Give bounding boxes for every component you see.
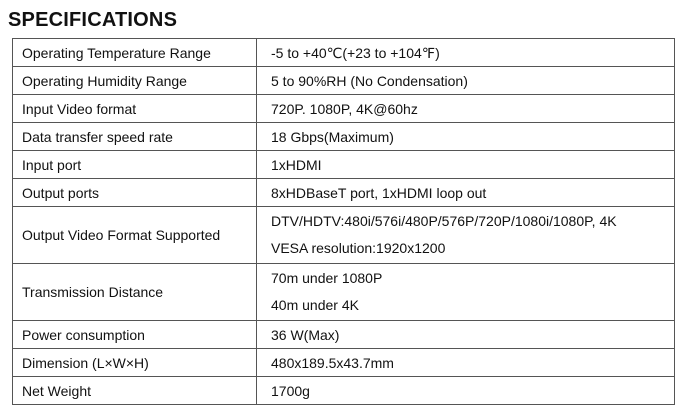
table-row	[13, 179, 675, 207]
table-row	[13, 264, 675, 321]
table-row	[13, 95, 675, 123]
spec-value: 1700g	[257, 377, 675, 405]
spec-label: Output ports	[13, 179, 257, 207]
spec-value	[257, 264, 675, 321]
spec-value: 18 Gbps(Maximum)	[257, 123, 675, 151]
spec-label: Input Video format	[13, 95, 257, 123]
table-row	[13, 349, 675, 377]
spec-value: 36 W(Max)	[257, 321, 675, 349]
table-row	[13, 207, 675, 264]
spec-value	[257, 207, 675, 264]
spec-label: Dimension (L×W×H)	[13, 349, 257, 377]
spec-value: 480x189.5x43.7mm	[257, 349, 675, 377]
spec-value-line: DTV/HDTV:480i/576i/480P/576P/720P/1080i/1080P, 4K	[271, 213, 617, 229]
table-row	[13, 123, 675, 151]
table-row	[13, 321, 675, 349]
spec-value: 8xHDBaseT port, 1xHDMI loop out	[257, 179, 675, 207]
spec-value-line: 40m under 4K	[271, 297, 359, 313]
spec-value: 720P. 1080P, 4K@60hz	[257, 95, 675, 123]
spec-label: Net Weight	[13, 377, 257, 405]
spec-label: Operating Temperature Range	[13, 39, 257, 67]
spec-label: Power consumption	[13, 321, 257, 349]
spec-value-line: VESA resolution:1920x1200	[271, 240, 446, 256]
table-row	[13, 151, 675, 179]
spec-value-line: 70m under 1080P	[271, 270, 383, 286]
table-row	[13, 39, 675, 67]
spec-value: -5 to +40℃(+23 to +104℉)	[257, 39, 675, 67]
page-title: SPECIFICATIONS	[8, 9, 178, 31]
spec-label: Operating Humidity Range	[13, 67, 257, 95]
spec-label: Output Video Format Supported	[13, 207, 257, 264]
table-row	[13, 67, 675, 95]
spec-value: 1xHDMI	[257, 151, 675, 179]
specifications-table	[12, 38, 675, 405]
table-row	[13, 377, 675, 405]
spec-label: Input port	[13, 151, 257, 179]
spec-value: 5 to 90%RH (No Condensation)	[257, 67, 675, 95]
spec-label: Data transfer speed rate	[13, 123, 257, 151]
spec-label: Transmission Distance	[13, 264, 257, 321]
